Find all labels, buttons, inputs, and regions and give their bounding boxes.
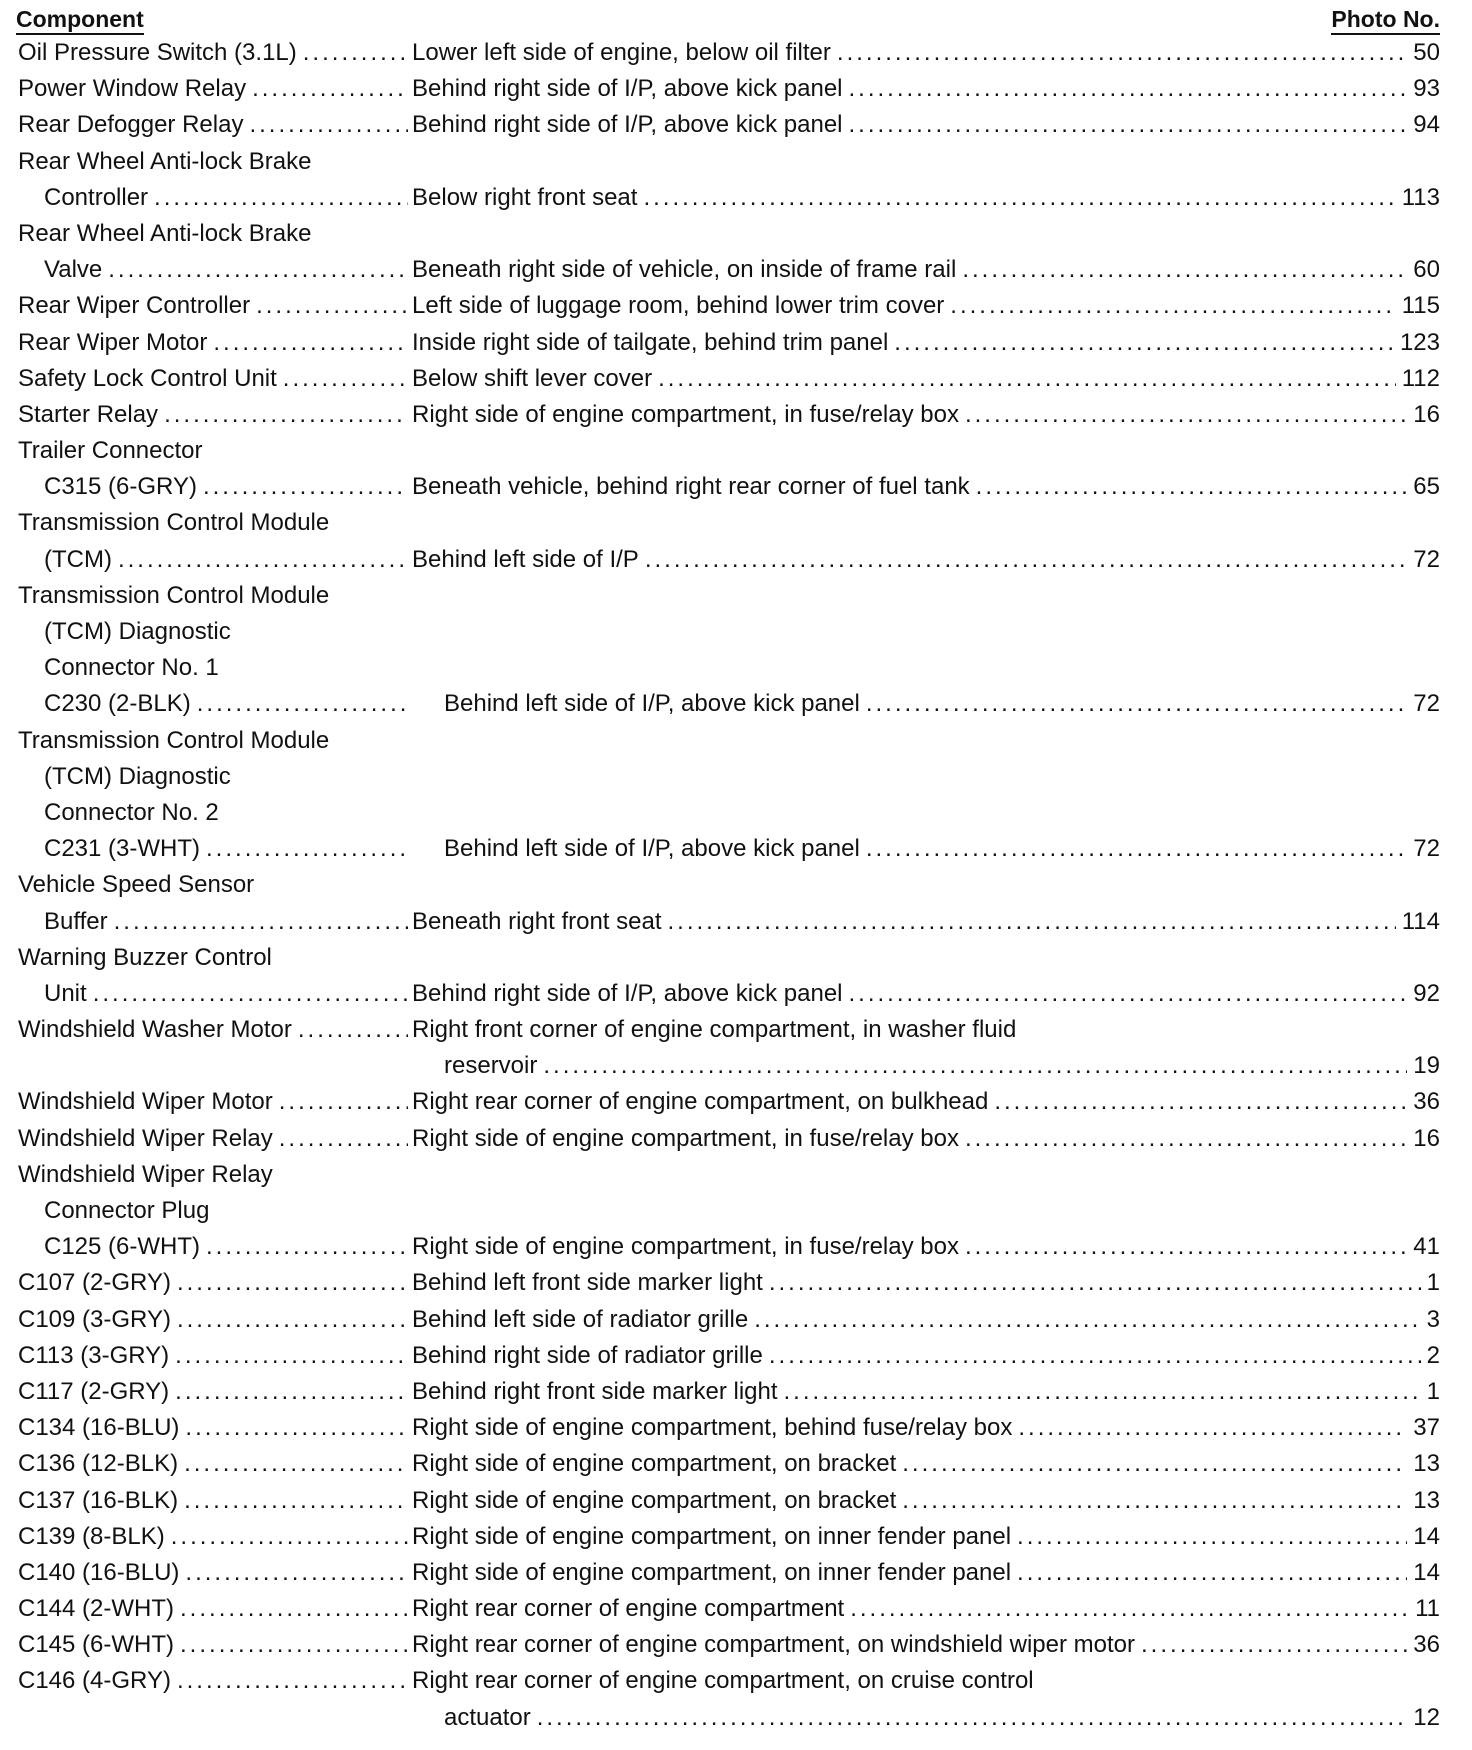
leader-dots (277, 361, 408, 397)
component-name (18, 1627, 408, 1663)
photo-number: 3 (1426, 1305, 1440, 1333)
location-text: Behind left side of I/P, above kick panel (444, 835, 860, 863)
component-label: Rear Defogger Relay (18, 111, 244, 139)
component-label: C113 (3-GRY) (18, 1341, 170, 1369)
location-text: Right rear corner of engine compartment (412, 1595, 845, 1623)
leader-dots (888, 325, 1394, 361)
component-label: C136 (12-BLK) (18, 1450, 179, 1478)
leader-dots (970, 469, 1408, 505)
location-description (444, 831, 1440, 867)
location-description (412, 1627, 1440, 1663)
leader-dots (959, 1229, 1407, 1265)
photo-number: 16 (1413, 400, 1440, 428)
table-row (0, 831, 1472, 867)
location-text: Behind left side of radiator grille (412, 1305, 749, 1333)
table-row (0, 1012, 1472, 1048)
leader-dots (171, 1302, 408, 1338)
location-text: Behind right side of I/P, above kick panel (412, 111, 843, 139)
leader-dots (169, 1338, 408, 1374)
component-name (44, 831, 408, 867)
leader-dots (860, 686, 1407, 722)
location-description (412, 1265, 1440, 1301)
leader-dots (763, 1265, 1421, 1301)
photo-number: 1 (1426, 1377, 1440, 1405)
table-row (0, 107, 1472, 143)
location-text: Inside right side of tailgate, behind trim panel (412, 328, 889, 356)
leader-dots (748, 1302, 1420, 1338)
location-description (412, 1410, 1440, 1446)
location-text: Right rear corner of engine compartment, on bulkhead (412, 1088, 989, 1116)
component-label: Unit (44, 979, 87, 1007)
leader-dots (169, 1374, 408, 1410)
leader-dots (297, 35, 408, 71)
location-description (412, 252, 1440, 288)
component-name (18, 1591, 408, 1627)
leader-dots (102, 252, 408, 288)
photo-number: 19 (1413, 1052, 1440, 1080)
location-text: Right side of engine compartment, behind fuse/relay box (412, 1414, 1013, 1442)
component-label: Buffer (44, 907, 108, 935)
leader-dots (662, 904, 1396, 940)
component-label: C140 (16-BLU) (18, 1558, 180, 1586)
leader-dots (959, 397, 1407, 433)
leader-dots (207, 325, 408, 361)
component-label: Safety Lock Control Unit (18, 364, 277, 392)
location-description (412, 1374, 1440, 1410)
leader-dots (896, 1483, 1407, 1519)
table-row (0, 505, 1472, 541)
leader-dots (174, 1591, 408, 1627)
leader-dots (243, 107, 408, 143)
component-label: C145 (6-WHT) (18, 1631, 175, 1659)
table-row (0, 288, 1472, 324)
component-name (44, 252, 408, 288)
location-description (412, 288, 1440, 324)
leader-dots (639, 542, 1407, 578)
photo-number: 50 (1413, 39, 1440, 66)
photo-number: 12 (1413, 1703, 1440, 1731)
component-name (18, 216, 408, 252)
component-label: C107 (2-GRY) (18, 1269, 171, 1297)
component-label: Rear Wheel Anti-lock Brake (18, 147, 312, 175)
component-name (18, 723, 408, 759)
component-name (18, 1446, 408, 1482)
location-text: Behind right side of radiator grille (412, 1341, 763, 1369)
location-text: Right side of engine compartment, on bracket (412, 1486, 897, 1514)
table-row (0, 325, 1472, 361)
photo-number: 37 (1413, 1414, 1440, 1442)
component-name (18, 867, 408, 903)
component-label: Controller (44, 183, 149, 211)
location-text: Beneath right side of vehicle, on inside of frame rail (412, 256, 957, 284)
photo-number: 11 (1415, 1595, 1440, 1623)
component-label: Transmission Control Module (18, 509, 330, 537)
photo-number: 14 (1413, 1522, 1440, 1550)
table-row (0, 144, 1472, 180)
location-description (412, 1519, 1440, 1555)
leader-dots (179, 1410, 408, 1446)
component-label: Starter Relay (18, 400, 159, 428)
location-description (412, 397, 1440, 433)
leader-dots (246, 71, 408, 107)
component-label: Power Window Relay (18, 75, 247, 103)
table-row (0, 1374, 1472, 1410)
component-label: C139 (8-BLK) (18, 1522, 165, 1550)
location-text: Below right front seat (412, 183, 638, 211)
location-text: Behind left side of I/P, above kick panel (444, 690, 860, 718)
table-row (0, 1048, 1472, 1084)
leader-dots (178, 1483, 408, 1519)
table-row (0, 361, 1472, 397)
table-row (0, 1663, 1472, 1699)
component-label: (TCM) (44, 545, 112, 573)
table-row (0, 686, 1472, 722)
component-name (44, 180, 408, 216)
component-name (44, 469, 408, 505)
location-text: Behind right front side marker light (412, 1377, 778, 1405)
component-label: Rear Wiper Controller (18, 292, 251, 320)
component-name (18, 107, 408, 143)
component-label: C144 (2-WHT) (18, 1595, 175, 1623)
location-description (412, 1663, 1440, 1699)
table-row (0, 1338, 1472, 1374)
location-text: Right side of engine compartment, in fuse/relay box (412, 1124, 959, 1152)
photo-number: 123 (1399, 328, 1440, 356)
table-row (0, 904, 1472, 940)
leader-dots (87, 976, 408, 1012)
leader-dots (1135, 1627, 1407, 1663)
table-row (0, 578, 1472, 614)
leader-dots (944, 288, 1395, 324)
photo-column-header: Photo No. (1331, 6, 1440, 35)
component-name (18, 1157, 408, 1193)
location-text: Right front corner of engine compartment, in washer fluid (412, 1016, 1017, 1044)
location-text: Below shift lever cover (412, 364, 653, 392)
component-label: Windshield Washer Motor (18, 1016, 292, 1044)
location-description (412, 1084, 1440, 1120)
leader-dots (844, 1591, 1409, 1627)
component-label: Rear Wheel Anti-lock Brake (18, 219, 312, 247)
component-label: Connector Plug (44, 1197, 210, 1224)
location-text: Lower left side of engine, below oil filter (412, 39, 831, 66)
component-label: C134 (16-BLU) (18, 1414, 180, 1442)
component-label: Connector No. 2 (44, 798, 219, 826)
table-row (0, 1519, 1472, 1555)
table-row (0, 1555, 1472, 1591)
table-row (0, 1410, 1472, 1446)
leader-dots (197, 469, 408, 505)
table-row (0, 614, 1472, 650)
photo-number: 115 (1401, 292, 1440, 320)
table-row (0, 723, 1472, 759)
component-name (18, 1519, 408, 1555)
location-description (412, 976, 1440, 1012)
location-description (412, 1302, 1440, 1338)
location-description (412, 180, 1440, 216)
leader-dots (250, 288, 408, 324)
table-row (0, 1265, 1472, 1301)
leader-dots (831, 35, 1407, 71)
component-name (18, 1121, 408, 1157)
location-text: Behind right side of I/P, above kick panel (412, 75, 843, 103)
photo-number: 2 (1426, 1341, 1440, 1369)
leader-dots (273, 1121, 408, 1157)
table-row (0, 1627, 1472, 1663)
leader-dots (171, 1265, 408, 1301)
location-description (412, 1446, 1440, 1482)
table-row (0, 252, 1472, 288)
component-label: C125 (6-WHT) (44, 1233, 201, 1261)
component-label: C109 (3-GRY) (18, 1305, 171, 1333)
table-row (0, 867, 1472, 903)
component-label: Windshield Wiper Relay (18, 1124, 273, 1152)
photo-number: 16 (1413, 1124, 1440, 1152)
location-text: Behind right side of I/P, above kick panel (412, 979, 843, 1007)
component-label: C146 (4-GRY) (18, 1667, 171, 1695)
component-name (18, 1338, 408, 1374)
table-row (0, 1446, 1472, 1482)
component-label: Windshield Wiper Motor (18, 1088, 273, 1116)
leader-dots (191, 686, 408, 722)
location-description (412, 35, 1440, 71)
table-row (0, 759, 1472, 795)
photo-number: 41 (1413, 1233, 1440, 1261)
leader-dots (1011, 1555, 1407, 1591)
table-row (0, 976, 1472, 1012)
component-name (18, 397, 408, 433)
leader-dots (200, 831, 408, 867)
table-row (0, 35, 1472, 71)
component-label: (TCM) Diagnostic (44, 762, 231, 790)
location-description (412, 1229, 1440, 1265)
photo-number: 94 (1413, 111, 1440, 139)
location-text: Right side of engine compartment, on inner fender panel (412, 1522, 1012, 1550)
photo-number: 65 (1413, 473, 1440, 501)
component-name (44, 795, 408, 831)
location-text: Left side of luggage room, behind lower trim cover (412, 292, 945, 320)
location-description (412, 71, 1440, 107)
location-description (412, 1483, 1440, 1519)
component-name (18, 361, 408, 397)
leader-dots (763, 1338, 1421, 1374)
table-row (0, 1084, 1472, 1120)
table-row (0, 542, 1472, 578)
component-name (18, 1483, 408, 1519)
component-name (44, 542, 408, 578)
component-label: Oil Pressure Switch (3.1L) (18, 39, 297, 66)
table-row (0, 397, 1472, 433)
component-name (18, 144, 408, 180)
leader-dots (148, 180, 408, 216)
photo-number: 60 (1413, 256, 1440, 284)
component-name (44, 1229, 408, 1265)
location-text: Beneath right front seat (412, 907, 662, 935)
table-row (0, 180, 1472, 216)
leader-dots (988, 1084, 1407, 1120)
leader-dots (174, 1627, 408, 1663)
leader-dots (652, 361, 1396, 397)
leader-dots (292, 1012, 408, 1048)
table-row (0, 433, 1472, 469)
component-label: Vehicle Speed Sensor (18, 871, 255, 899)
location-description (444, 1700, 1440, 1736)
table-row (0, 1700, 1472, 1736)
photo-number: 113 (1401, 183, 1440, 211)
component-name (44, 904, 408, 940)
component-name (44, 759, 408, 795)
location-description (412, 325, 1440, 361)
location-text: reservoir (444, 1052, 538, 1080)
photo-number: 114 (1401, 907, 1440, 935)
location-text: Behind left front side marker light (412, 1269, 763, 1297)
component-name (44, 650, 408, 686)
photo-number: 36 (1413, 1088, 1440, 1116)
leader-dots (179, 1555, 408, 1591)
component-name (18, 1302, 408, 1338)
table-row (0, 1121, 1472, 1157)
leader-dots (843, 71, 1408, 107)
component-label: Connector No. 1 (44, 654, 219, 682)
photo-number: 13 (1413, 1486, 1440, 1514)
location-description (412, 1121, 1440, 1157)
location-text: Beneath vehicle, behind right rear corner of fuel tank (412, 473, 970, 501)
component-name (44, 686, 408, 722)
component-name (18, 1374, 408, 1410)
photo-number: 92 (1413, 979, 1440, 1007)
leader-dots (843, 976, 1408, 1012)
leader-dots (200, 1229, 408, 1265)
leader-dots (112, 542, 408, 578)
location-description (412, 1012, 1440, 1048)
table-row (0, 650, 1472, 686)
component-label: Windshield Wiper Relay (18, 1160, 273, 1188)
table-row (0, 940, 1472, 976)
location-description (444, 1048, 1440, 1084)
component-label: C230 (2-BLK) (44, 690, 191, 718)
location-text: Right side of engine compartment, on inner fender panel (412, 1558, 1012, 1586)
component-name (44, 976, 408, 1012)
location-description (412, 1555, 1440, 1591)
location-description (412, 469, 1440, 505)
component-name (18, 1084, 408, 1120)
component-label: C117 (2-GRY) (18, 1377, 170, 1405)
photo-number: 72 (1413, 690, 1440, 718)
location-description (412, 1591, 1440, 1627)
leader-dots (843, 107, 1408, 143)
component-name (18, 1555, 408, 1591)
component-name (44, 1193, 408, 1229)
component-label: C315 (6-GRY) (44, 473, 197, 501)
table-row (0, 1302, 1472, 1338)
leader-dots (537, 1048, 1407, 1084)
component-name (18, 71, 408, 107)
photo-number: 72 (1413, 835, 1440, 863)
table-row (0, 1483, 1472, 1519)
leader-dots (959, 1121, 1407, 1157)
table-row (0, 1193, 1472, 1229)
photo-number: 36 (1413, 1631, 1440, 1659)
leader-dots (637, 180, 1395, 216)
table-row (0, 469, 1472, 505)
component-label: Transmission Control Module (18, 581, 330, 609)
component-name (18, 940, 408, 976)
component-name (18, 578, 408, 614)
table-row (0, 1229, 1472, 1265)
component-name (18, 1410, 408, 1446)
component-name (18, 325, 408, 361)
leader-dots (778, 1374, 1421, 1410)
component-name (44, 614, 408, 650)
leader-dots (860, 831, 1407, 867)
location-description (412, 542, 1440, 578)
location-text: Behind left side of I/P (412, 545, 639, 573)
photo-number: 112 (1401, 364, 1440, 392)
component-name (18, 288, 408, 324)
component-label: Warning Buzzer Control (18, 943, 272, 971)
leader-dots (1012, 1410, 1407, 1446)
leader-dots (896, 1446, 1407, 1482)
location-text: Right side of engine compartment, on bracket (412, 1450, 897, 1478)
table-row (0, 216, 1472, 252)
photo-number: 72 (1413, 545, 1440, 573)
leader-dots (165, 1519, 408, 1555)
leader-dots (171, 1663, 408, 1699)
component-name (18, 433, 408, 469)
photo-number: 13 (1413, 1450, 1440, 1478)
component-name (18, 505, 408, 541)
table-row (0, 795, 1472, 831)
location-text: Right side of engine compartment, in fuse/relay box (412, 1233, 959, 1261)
component-name (18, 1663, 408, 1699)
component-label: (TCM) Diagnostic (44, 618, 231, 645)
location-text: Right rear corner of engine compartment, on cruise control (412, 1667, 1034, 1695)
leader-dots (531, 1700, 1408, 1736)
leader-dots (1011, 1519, 1407, 1555)
location-text: Right rear corner of engine compartment, on windshield wiper motor (412, 1631, 1136, 1659)
component-name (18, 1265, 408, 1301)
leader-dots (178, 1446, 408, 1482)
component-column-header: Component (16, 6, 144, 35)
location-description (412, 107, 1440, 143)
location-text: actuator (444, 1703, 531, 1731)
leader-dots (956, 252, 1407, 288)
component-label: Valve (44, 256, 103, 284)
component-list (0, 35, 1472, 1736)
component-label: C231 (3-WHT) (44, 835, 201, 863)
location-description (444, 686, 1440, 722)
table-row (0, 1591, 1472, 1627)
leader-dots (273, 1084, 408, 1120)
table-row (0, 1157, 1472, 1193)
component-label: C137 (16-BLK) (18, 1486, 179, 1514)
component-label: Trailer Connector (18, 437, 203, 465)
component-name (18, 35, 408, 71)
leader-dots (108, 904, 408, 940)
photo-number: 1 (1426, 1269, 1440, 1297)
component-name (18, 1012, 408, 1048)
photo-number: 14 (1413, 1558, 1440, 1586)
component-label: Transmission Control Module (18, 726, 330, 754)
photo-number: 93 (1413, 75, 1440, 103)
component-label: Rear Wiper Motor (18, 328, 208, 356)
location-description (412, 1338, 1440, 1374)
location-description (412, 904, 1440, 940)
table-row (0, 71, 1472, 107)
leader-dots (158, 397, 408, 433)
location-text: Right side of engine compartment, in fuse/relay box (412, 400, 959, 428)
location-description (412, 361, 1440, 397)
